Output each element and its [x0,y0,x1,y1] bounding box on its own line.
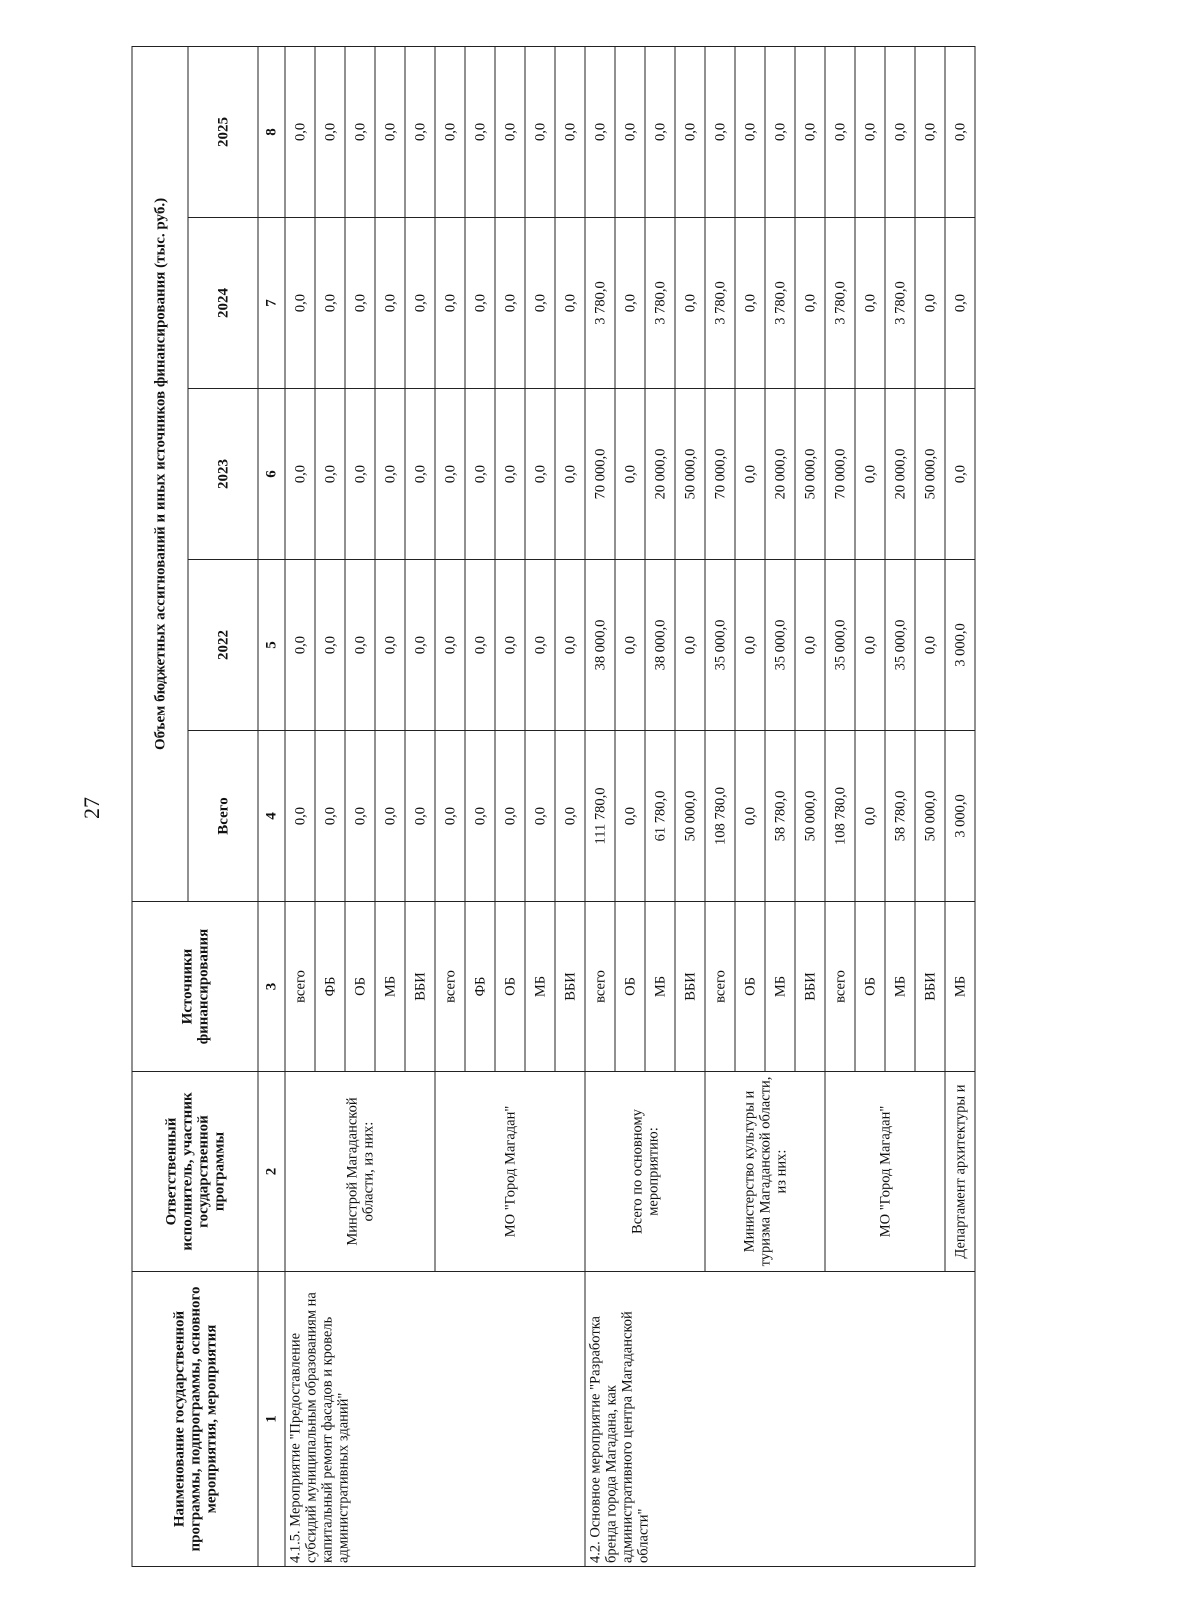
value-cell: 35 000,0 [765,560,795,731]
source-cell: МБ [525,902,555,1072]
rotated-page [132,47,1067,1567]
value-cell: 0,0 [495,218,525,389]
header-year-total: Всего [188,731,258,902]
value-cell: 0,0 [645,46,675,217]
page-number: 27 [79,797,104,819]
value-cell: 3 780,0 [645,218,675,389]
source-cell: всего [825,902,855,1072]
value-cell: 0,0 [615,389,645,560]
source-cell: ОБ [735,902,765,1072]
source-cell: ВБИ [915,902,945,1072]
value-cell: 50 000,0 [795,389,825,560]
value-cell: 0,0 [315,46,345,217]
source-cell: МБ [375,902,405,1072]
column-number: 3 [258,902,285,1072]
value-cell: 0,0 [615,218,645,389]
value-cell: 0,0 [555,218,585,389]
value-cell: 0,0 [315,560,345,731]
value-cell: 20 000,0 [765,389,795,560]
header-year-2025: 2025 [188,46,258,217]
value-cell: 35 000,0 [705,560,735,731]
value-cell: 35 000,0 [885,560,915,731]
value-cell: 70 000,0 [705,389,735,560]
header-year-2024: 2024 [188,218,258,389]
value-cell: 3 000,0 [945,560,975,731]
activity-name-cell: 4.2. Основное мероприятие "Разработка бренда города Магадана, как административного центра Магаданской области" [585,1272,975,1567]
value-cell: 0,0 [705,46,735,217]
value-cell: 111 780,0 [585,731,615,902]
value-cell: 3 780,0 [885,218,915,389]
column-number: 5 [258,560,285,731]
source-cell: ОБ [615,902,645,1072]
executor-cell: МО "Город Магадан" [435,1072,585,1272]
value-cell: 0,0 [915,218,945,389]
value-cell: 0,0 [405,46,435,217]
column-number: 6 [258,389,285,560]
value-cell: 0,0 [735,218,765,389]
value-cell: 0,0 [525,46,555,217]
value-cell: 20 000,0 [885,389,915,560]
table-row [285,46,315,1566]
value-cell: 0,0 [465,731,495,902]
value-cell: 20 000,0 [645,389,675,560]
value-cell: 0,0 [435,218,465,389]
value-cell: 0,0 [525,389,555,560]
value-cell: 0,0 [885,46,915,217]
value-cell: 50 000,0 [915,389,945,560]
value-cell: 0,0 [735,389,765,560]
value-cell: 50 000,0 [675,731,705,902]
value-cell: 0,0 [285,560,315,731]
source-cell: ФБ [315,902,345,1072]
value-cell: 0,0 [405,560,435,731]
source-cell: ВБИ [555,902,585,1072]
source-cell: МБ [645,902,675,1072]
value-cell: 0,0 [675,218,705,389]
value-cell: 0,0 [405,731,435,902]
column-number: 8 [258,46,285,217]
value-cell: 3 780,0 [705,218,735,389]
value-cell: 0,0 [555,46,585,217]
source-cell: МБ [945,902,975,1072]
value-cell: 0,0 [795,560,825,731]
header-year-2023: 2023 [188,389,258,560]
source-cell: МБ [885,902,915,1072]
value-cell: 58 780,0 [765,731,795,902]
source-cell: ВБИ [675,902,705,1072]
value-cell: 3 780,0 [825,218,855,389]
value-cell: 3 780,0 [765,218,795,389]
source-cell: всего [585,902,615,1072]
value-cell: 0,0 [525,731,555,902]
value-cell: 0,0 [495,731,525,902]
value-cell: 50 000,0 [675,389,705,560]
value-cell: 70 000,0 [585,389,615,560]
value-cell: 0,0 [825,46,855,217]
value-cell: 0,0 [735,560,765,731]
value-cell: 0,0 [375,560,405,731]
value-cell: 0,0 [855,218,885,389]
value-cell: 108 780,0 [705,731,735,902]
source-cell: всего [435,902,465,1072]
value-cell: 0,0 [465,218,495,389]
value-cell: 0,0 [435,731,465,902]
value-cell: 0,0 [795,46,825,217]
table-body [285,46,975,1566]
value-cell: 0,0 [345,560,375,731]
value-cell: 0,0 [375,218,405,389]
value-cell: 0,0 [525,560,555,731]
column-number: 4 [258,731,285,902]
value-cell: 0,0 [585,46,615,217]
value-cell: 0,0 [495,389,525,560]
value-cell: 0,0 [735,46,765,217]
value-cell: 108 780,0 [825,731,855,902]
value-cell: 0,0 [525,218,555,389]
value-cell: 35 000,0 [825,560,855,731]
executor-cell: МО "Город Магадан" [825,1072,945,1272]
column-number: 1 [258,1272,285,1567]
value-cell: 0,0 [855,46,885,217]
value-cell: 0,0 [435,560,465,731]
value-cell: 0,0 [555,389,585,560]
value-cell: 0,0 [615,46,645,217]
header-executor-column: Ответственный исполнитель, участник государственной программы [132,1072,258,1272]
activity-name-cell: 4.1.5. Мероприятие "Предоставление субсидий муниципальным образованиям на капитальный ремонт фасадов и кровель административных зданий" [285,1272,585,1567]
value-cell: 38 000,0 [585,560,615,731]
value-cell: 0,0 [675,560,705,731]
value-cell: 0,0 [795,218,825,389]
source-cell: ВБИ [405,902,435,1072]
header-name-column: Наименование государственной программы, подпрограммы, основного мероприятия, мероприятия [132,1272,258,1567]
funding-table [132,46,976,1567]
value-cell: 0,0 [375,731,405,902]
executor-cell: Минстрой Магаданской области, из них: [285,1072,435,1272]
value-cell: 0,0 [375,46,405,217]
value-cell: 0,0 [405,218,435,389]
column-number: 2 [258,1072,285,1272]
value-cell: 0,0 [315,731,345,902]
source-cell: ОБ [855,902,885,1072]
source-cell: МБ [765,902,795,1072]
value-cell: 50 000,0 [915,731,945,902]
header-source-column: Источники финансирования [132,902,258,1072]
value-cell: 0,0 [405,389,435,560]
value-cell: 61 780,0 [645,731,675,902]
source-cell: всего [705,902,735,1072]
value-cell: 0,0 [285,731,315,902]
value-cell: 0,0 [855,731,885,902]
value-cell: 0,0 [945,389,975,560]
value-cell: 0,0 [555,560,585,731]
source-cell: всего [285,902,315,1072]
value-cell: 0,0 [765,46,795,217]
value-cell: 58 780,0 [885,731,915,902]
value-cell: 0,0 [915,560,945,731]
value-cell: 0,0 [915,46,945,217]
value-cell: 0,0 [855,389,885,560]
source-cell: ОБ [345,902,375,1072]
value-cell: 0,0 [945,218,975,389]
value-cell: 0,0 [735,731,765,902]
value-cell: 3 780,0 [585,218,615,389]
executor-cell: Министерство культуры и туризма Магаданской области, из них: [705,1072,825,1272]
value-cell: 0,0 [465,389,495,560]
executor-cell: Всего по основному мероприятию: [585,1072,705,1272]
value-cell: 0,0 [285,218,315,389]
source-cell: ОБ [495,902,525,1072]
table-header [132,46,285,1566]
header-year-2022: 2022 [188,560,258,731]
value-cell: 0,0 [345,46,375,217]
value-cell: 0,0 [345,389,375,560]
value-cell: 0,0 [375,389,405,560]
value-cell: 70 000,0 [825,389,855,560]
value-cell: 0,0 [315,218,345,389]
value-cell: 0,0 [855,560,885,731]
column-numbering-row [258,46,285,1566]
value-cell: 0,0 [615,560,645,731]
value-cell: 0,0 [495,560,525,731]
value-cell: 50 000,0 [795,731,825,902]
value-cell: 0,0 [315,389,345,560]
value-cell: 3 000,0 [945,731,975,902]
value-cell: 0,0 [465,46,495,217]
value-cell: 38 000,0 [645,560,675,731]
value-cell: 0,0 [435,389,465,560]
value-cell: 0,0 [555,731,585,902]
executor-cell: Департамент архитектуры и [945,1072,975,1272]
source-cell: ФБ [465,902,495,1072]
value-cell: 0,0 [495,46,525,217]
value-cell: 0,0 [285,46,315,217]
value-cell: 0,0 [945,46,975,217]
table-row [585,46,615,1566]
value-cell: 0,0 [465,560,495,731]
value-cell: 0,0 [285,389,315,560]
value-cell: 0,0 [435,46,465,217]
column-number: 7 [258,218,285,389]
value-cell: 0,0 [615,731,645,902]
header-funding-group: Объем бюджетных ассигнований и иных источников финансирования (тыс. руб.) [132,46,188,901]
value-cell: 0,0 [345,731,375,902]
value-cell: 0,0 [345,218,375,389]
value-cell: 0,0 [675,46,705,217]
source-cell: ВБИ [795,902,825,1072]
